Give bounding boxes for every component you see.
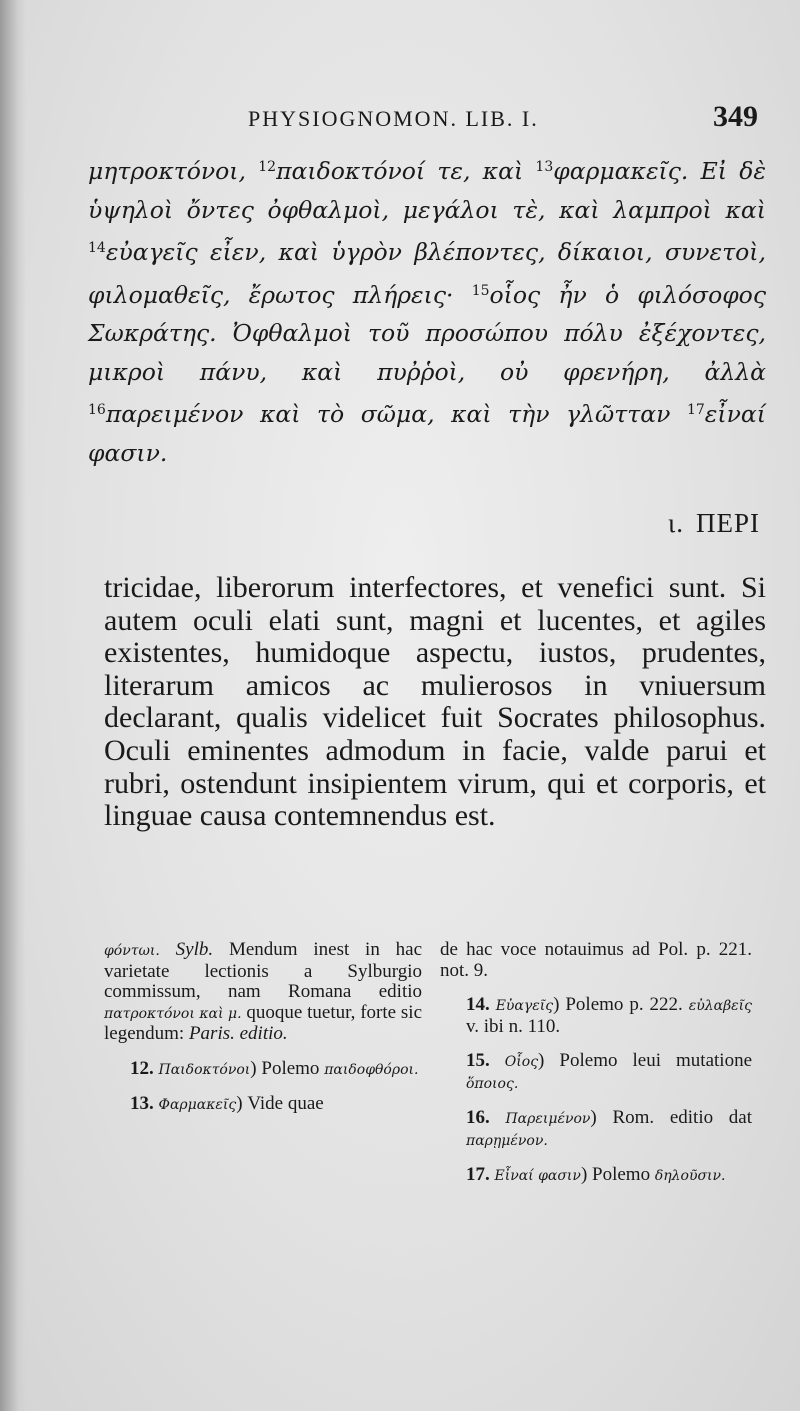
footnote-text: Mendum inest in hac varietate lectionis a Sylburgio commissum, nam Romana editio <box>104 939 423 1002</box>
footnote-text: ) Polemo <box>580 1164 651 1185</box>
running-head <box>108 100 758 140</box>
footnote-text: ) Vide quae <box>236 1093 324 1114</box>
latin-translation: tricidae, liberorum interfectores, et venefici sunt. Si autem oculi elati sunt, magni et lucentes, et agiles existentes, humidoque aspectu, iustos, prudentes, literarum amicos ac mulierosos in vniuersum declarant, qualis videlicet fuit Socrates philosophus. Oculi eminentes admodum in facie, valde parui et rubri, ostendunt insipientem virum, qui et corporis, et linguae causa contemnendus est. <box>104 571 766 833</box>
greek-text-part: εὐαγεῖς εἶεν, καὶ ὑγρὸν βλέποντες, δίκαιοι, συνετοὶ, φιλομαθεῖς, ἔρωτος πλήρεις· <box>88 238 766 309</box>
footnote-greek: ὅποιος. <box>466 1075 519 1092</box>
footnote-marker: 12 <box>258 159 277 175</box>
footnote-text: quoque tuetur, forte sic legendum: <box>104 1001 423 1044</box>
footnote <box>440 1051 752 1094</box>
section-catchword <box>668 508 760 539</box>
footnotes-right-column <box>440 940 752 1187</box>
catchword-mark: ι. <box>667 508 684 538</box>
footnote-lemma: Οἷος <box>504 1054 539 1070</box>
footnote-marker: 17 <box>686 402 705 418</box>
footnote-greek: παρῃμένον. <box>466 1132 548 1149</box>
footnotes-left-column <box>104 940 422 1116</box>
footnote-number: 16. <box>466 1107 490 1128</box>
greek-text-block <box>88 148 766 472</box>
footnote-number: 17. <box>466 1164 490 1185</box>
footnote-marker: 15 <box>471 282 490 299</box>
footnote-number: 14. <box>466 994 490 1015</box>
footnote-lemma: Φαρμακεῖς <box>158 1097 237 1113</box>
page-number: 349 <box>713 100 758 133</box>
footnote-lemma: φόντωι. <box>104 943 160 959</box>
footnote-number: 13. <box>130 1093 154 1114</box>
footnote-lemma: Εὐαγεῖς <box>495 998 554 1014</box>
footnote-greek: δηλοῦσιν. <box>654 1168 726 1184</box>
footnote-greek: εὐλαβεῖς <box>688 998 753 1014</box>
footnote-lemma: Παιδοκτόνοι <box>158 1061 251 1078</box>
catchword: ΠΕΡΙ <box>696 508 760 538</box>
footnote-lemma: Παρειμένον <box>505 1111 591 1127</box>
footnote-greek: παιδοφθόροι. <box>324 1061 419 1078</box>
footnote-marker: 13 <box>535 159 554 175</box>
binding-shadow <box>0 0 26 1411</box>
greek-text-part: φαρμακεῖς. Εἰ δὲ ὑψηλοὶ ὄντες ὀφθαλμοὶ, μεγάλοι τὲ, καὶ λαμπροὶ καὶ <box>88 157 766 224</box>
footnote <box>440 1165 752 1187</box>
greek-text-part: παρειμένον καὶ τὸ σῶμα, καὶ τὴν γλῶτταν <box>105 400 671 428</box>
footnote-lemma: Εἶναί φασιν <box>494 1168 581 1184</box>
footnote-number: 12. <box>130 1057 154 1079</box>
footnote-greek: πατροκτόνοι καὶ μ. <box>104 1005 242 1022</box>
footnote-text: ) Polemo p. 222. <box>553 994 683 1015</box>
footnote <box>440 995 752 1037</box>
footnote-marker: 16 <box>88 402 106 418</box>
greek-text-part: μητροκτόνοι, <box>88 157 246 185</box>
running-title: PHYSIOGNOMON. LIB. I. <box>248 106 539 131</box>
greek-text-part: οἷος ἦν ὁ φιλόσοφος Σωκράτης. Ὀφθαλμοὶ τοῦ προσώπου πόλυ ἐξέχοντες, μικροὶ πάνυ, καὶ πυῤῥοὶ, οὐ φρενήρη, ἀλλὰ <box>88 280 766 386</box>
footnote-number: 15. <box>466 1050 490 1071</box>
footnote-source: Paris. editio. <box>188 1023 288 1044</box>
footnote-text: v. ibi n. 110. <box>466 1015 561 1037</box>
greek-text-part: εἶναί φασιν. <box>88 400 766 467</box>
footnote-text: ) Polemo <box>250 1057 320 1079</box>
footnote-text: ) Polemo leui mutatione <box>538 1050 753 1071</box>
footnote-author: Sylb. <box>175 939 214 960</box>
footnote-marker: 14 <box>88 240 106 256</box>
footnote-text: ) Rom. editio dat <box>590 1107 753 1128</box>
greek-text-part: παιδοκτόνοί τε, καὶ <box>276 157 524 185</box>
footnote <box>104 940 422 1045</box>
footnote <box>104 1059 422 1081</box>
footnote <box>440 1108 752 1151</box>
footnote-continuation: de hac voce notauimus ad Pol. p. 221. not. 9. <box>440 939 752 981</box>
footnote <box>104 1094 422 1116</box>
